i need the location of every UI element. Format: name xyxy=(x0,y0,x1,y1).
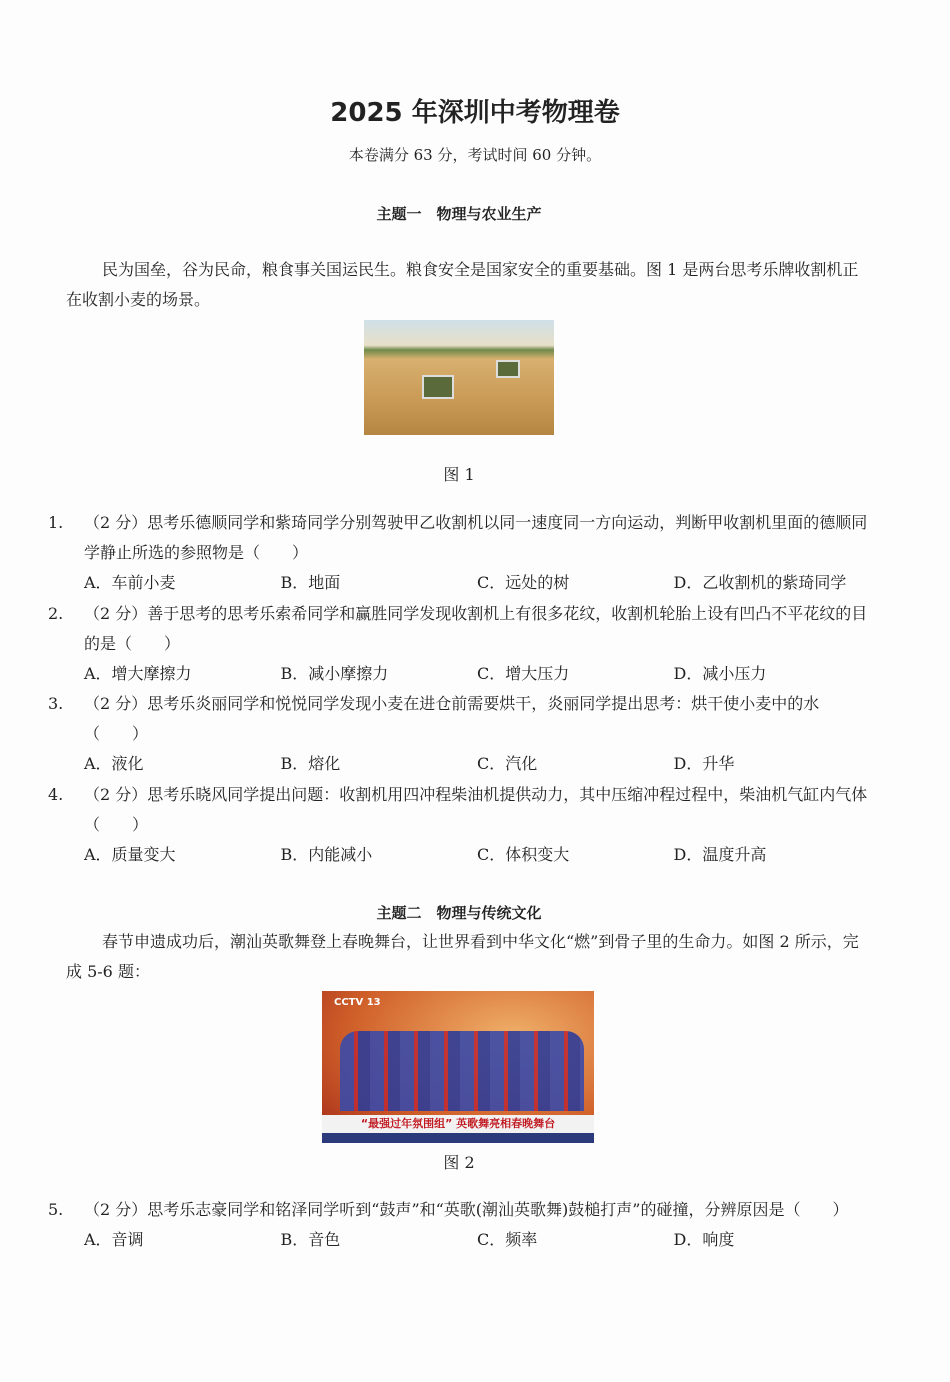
question-2 xyxy=(48,599,870,689)
option-d: D．乙收割机的紫琦同学 xyxy=(673,573,847,592)
option-b: B．地面 xyxy=(280,573,341,592)
option-c: C．体积变大 xyxy=(477,845,570,864)
section-heading: 主题二 物理与传统文化 xyxy=(376,904,542,922)
question-number: 3. xyxy=(48,694,64,713)
dance-photo xyxy=(322,991,594,1143)
option-b: B．内能减小 xyxy=(280,845,373,864)
option-d: D．升华 xyxy=(673,754,735,773)
question-number: 5. xyxy=(48,1200,64,1219)
option-d: D．响度 xyxy=(673,1230,735,1249)
tv-logo: CCTV 13 xyxy=(334,997,381,1008)
option-d: D．减小压力 xyxy=(673,664,767,683)
tv-banner: “最强过年氛围组” 英歌舞亮相春晚舞台 xyxy=(322,1115,594,1133)
figure-caption: 图 1 xyxy=(443,465,475,484)
option-a: A．车前小麦 xyxy=(84,573,176,592)
option-c: C．远处的树 xyxy=(477,573,570,592)
question-4 xyxy=(48,780,870,870)
option-b: B．熔化 xyxy=(280,754,341,773)
question-number: 2. xyxy=(48,604,64,623)
question-stem: （2 分）善于思考的思考乐索希同学和赢胜同学发现收割机上有很多花纹，收割机轮胎上设有凹凸不平花纹的目的是（ ） xyxy=(84,604,868,653)
question-5 xyxy=(48,1195,870,1255)
section-heading: 主题一 物理与农业生产 xyxy=(376,205,542,223)
figure-caption: 图 2 xyxy=(443,1153,475,1172)
section-intro: 春节申遗成功后，潮汕英歌舞登上春晚舞台，让世界看到中华文化“燃”到骨子里的生命力。如图 2 所示，完成 5-6 题： xyxy=(66,932,859,981)
question-1 xyxy=(48,508,870,598)
exam-info: 本卷满分 63 分，考试时间 60 分钟。 xyxy=(348,146,602,164)
question-3 xyxy=(48,689,870,779)
question-number: 4. xyxy=(48,785,64,804)
question-number: 1. xyxy=(48,513,64,532)
section-intro: 民为国垒，谷为民命，粮食事关国运民生。粮食安全是国家安全的重要基础。图 1 是两台思考乐牌收割机正在收割小麦的场景。 xyxy=(66,260,859,309)
option-b: B．音色 xyxy=(280,1230,341,1249)
harvester-photo xyxy=(364,320,554,435)
question-stem: （2 分）思考乐晓风同学提出问题：收割机用四冲程柴油机提供动力，其中压缩冲程过程中，柴油机气缸内气体（ ） xyxy=(84,785,868,834)
option-d: D．温度升高 xyxy=(673,845,767,864)
option-a: A．增大摩擦力 xyxy=(84,664,192,683)
option-c: C．增大压力 xyxy=(477,664,570,683)
option-b: B．减小摩擦力 xyxy=(280,664,389,683)
question-stem: （2 分）思考乐炎丽同学和悦悦同学发现小麦在进仓前需要烘干，炎丽同学提出思考：烘干使小麦中的水（ ） xyxy=(84,694,820,743)
option-c: C．频率 xyxy=(477,1230,538,1249)
option-a: A．音调 xyxy=(84,1230,144,1249)
page-title: 2025 年深圳中考物理卷 xyxy=(330,98,620,128)
question-stem: （2 分）思考乐德顺同学和紫琦同学分别驾驶甲乙收割机以同一速度同一方向运动，判断甲收割机里面的德顺同学静止所选的参照物是（ ） xyxy=(84,513,868,562)
option-c: C．汽化 xyxy=(477,754,538,773)
option-a: A．液化 xyxy=(84,754,144,773)
option-a: A．质量变大 xyxy=(84,845,176,864)
question-stem: （2 分）思考乐志豪同学和铭泽同学听到“鼓声”和“英歌(潮汕英歌舞)鼓槌打声”的碰撞，分辨原因是（ ） xyxy=(84,1200,849,1219)
